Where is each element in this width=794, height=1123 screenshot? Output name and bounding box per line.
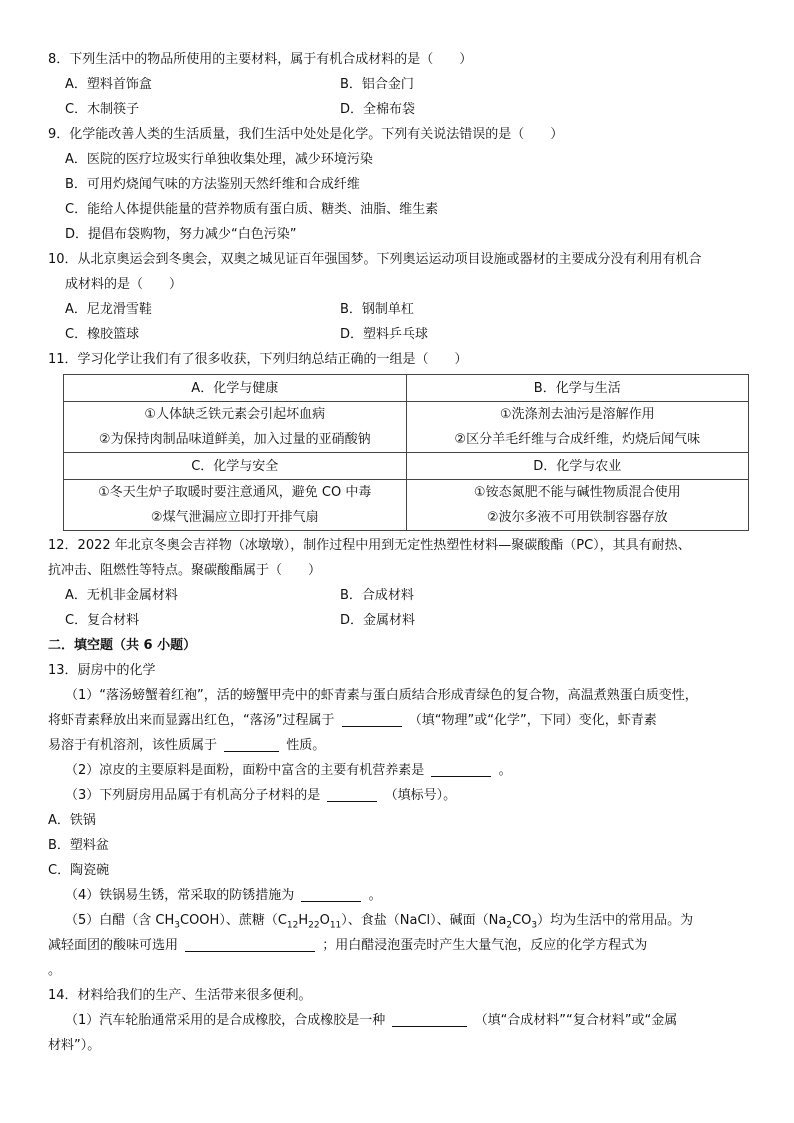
q12-option-d: D．金属材料 bbox=[340, 613, 416, 628]
q12-option-b: B．合成材料 bbox=[340, 588, 414, 603]
q13-p1-text-c: 易溶于有机溶剂，该性质属于 bbox=[48, 738, 218, 753]
q12-options-row1 bbox=[48, 583, 748, 608]
q14-p1-text-b: （填“合成材料”“复合材料”或“金属 bbox=[474, 1013, 678, 1028]
q13-p1-line2 bbox=[48, 708, 748, 733]
q11-d-item-2: ②波尔多液不可用铁制容器存放 bbox=[486, 510, 668, 525]
q13-p5-text-a: （5）白醋（含 CH bbox=[65, 913, 175, 928]
q11-cell-a-title: A．化学与健康 bbox=[64, 375, 407, 402]
q11-summary-table bbox=[63, 374, 749, 531]
q13-p3-option-b: B．塑料盆 bbox=[48, 838, 109, 853]
q12-stem-line1: 12．2022 年北京冬奥会吉祥物（冰墩墩），制作过程中用到无定性热塑性材料—聚碳酸酯（PC），其具有耐热、 bbox=[48, 538, 691, 553]
q13-p3-option-c: C．陶瓷碗 bbox=[48, 863, 110, 878]
q13-p5-line3: 。 bbox=[48, 963, 62, 978]
q10-options-row1 bbox=[48, 297, 748, 322]
q10-option-b: B．钢制单杠 bbox=[340, 302, 414, 317]
table-row bbox=[64, 402, 749, 453]
q12-options-row2 bbox=[48, 608, 748, 633]
q12-option-c: C．复合材料 bbox=[65, 613, 140, 628]
section-heading: 二．填空题（共 6 小题） bbox=[48, 638, 197, 653]
q14-p1-line1 bbox=[48, 1008, 748, 1033]
q11-b-item-2: ②区分羊毛纤维与合成纤维，灼烧后闻气味 bbox=[454, 432, 701, 447]
q8-option-c: C．木制筷子 bbox=[65, 102, 140, 117]
q13-p1-text-d: 性质。 bbox=[286, 738, 326, 753]
subscript: 22 bbox=[308, 920, 320, 931]
q10-stem-line1: 10．从北京奥运会到冬奥会，双奥之城见证百年强国梦。下列奥运运动项目设施或器材的主要成分没有利用有机合 bbox=[48, 252, 702, 267]
q13-p5-text-h: 减轻面团的酸味可选用 bbox=[48, 938, 179, 953]
q13-p3-option-a: A．铁锅 bbox=[48, 813, 96, 828]
q13-p5-text-e: ）、食盐（NaCl）、碱面（Na bbox=[341, 913, 507, 928]
answer-blank[interactable] bbox=[185, 936, 315, 952]
q13-p5-text-c: H bbox=[298, 913, 309, 928]
answer-blank[interactable] bbox=[327, 786, 377, 802]
q8-option-b: B．铝合金门 bbox=[340, 77, 414, 92]
q13-p5-text-b: COOH）、蔗糖（C bbox=[180, 913, 287, 928]
q10-option-a: A．尼龙滑雪鞋 bbox=[65, 302, 152, 317]
q11-c-item-2: ②煤气泄漏应立即打开排气扇 bbox=[150, 510, 319, 525]
answer-blank[interactable] bbox=[224, 736, 279, 752]
q11-cell-d-items bbox=[406, 480, 749, 531]
q11-a-item-1: ①人体缺乏铁元素会引起坏血病 bbox=[144, 407, 326, 422]
table-row bbox=[64, 453, 749, 480]
subscript: 2 bbox=[506, 920, 513, 931]
answer-blank[interactable] bbox=[342, 711, 402, 727]
q13-p4 bbox=[48, 883, 748, 908]
q9-option-c: C．能给人体提供能量的营养物质有蛋白质、糖类、油脂、维生素 bbox=[65, 202, 439, 217]
answer-blank[interactable] bbox=[431, 761, 491, 777]
q9-option-a: A．医院的医疗垃圾实行单独收集处理，减少环境污染 bbox=[65, 152, 373, 167]
q13-p1-line1: （1）“落汤螃蟹着红袍”，活的螃蟹甲壳中的虾青素与蛋白质结合形成青绿色的复合物，高温煮熟蛋白质变性， bbox=[65, 688, 698, 703]
answer-blank[interactable] bbox=[392, 1011, 467, 1027]
q11-cell-d-title: D．化学与农业 bbox=[406, 453, 749, 480]
q13-p2-end: 。 bbox=[498, 763, 512, 778]
q8-stem: 8．下列生活中的物品所使用的主要材料，属于有机合成材料的是（ ） bbox=[48, 52, 473, 67]
answer-blank[interactable] bbox=[301, 886, 361, 902]
q10-option-c: C．橡胶篮球 bbox=[65, 327, 140, 342]
q14-p1-text-a: （1）汽车轮胎通常采用的是合成橡胶，合成橡胶是一种 bbox=[65, 1013, 386, 1028]
q9-stem: 9．化学能改善人类的生活质量，我们生活中处处是化学。下列有关说法错误的是（ ） bbox=[48, 127, 564, 142]
q11-cell-c-title: C．化学与安全 bbox=[64, 453, 407, 480]
table-row bbox=[64, 480, 749, 531]
q13-p5-line1 bbox=[48, 908, 748, 933]
subscript: 3 bbox=[174, 920, 180, 931]
q13-p3-end: （填标号）。 bbox=[384, 788, 457, 803]
q13-p5-text-d: O bbox=[319, 913, 330, 928]
q12-stem-line2: 抗冲击、阻燃性等特点。聚碳酸酯属于（ ） bbox=[48, 563, 322, 578]
q11-cell-b-items bbox=[406, 402, 749, 453]
q13-p3-text: （3）下列厨房用品属于有机高分子材料的是 bbox=[65, 788, 321, 803]
q11-b-item-1: ①洗涤剂去油污是溶解作用 bbox=[499, 407, 655, 422]
q13-p1-text-a: 将虾青素释放出来而显露出红色，“落汤”过程属于 bbox=[48, 713, 335, 728]
q11-c-item-1: ①冬天生炉子取暖时要注意通风，避免 CO 中毒 bbox=[98, 485, 372, 500]
q10-options-row2 bbox=[48, 322, 748, 347]
q13-p2 bbox=[48, 758, 748, 783]
q9-option-b: B．可用灼烧闻气味的方法鉴别天然纤维和合成纤维 bbox=[65, 177, 360, 192]
q8-option-d: D．全棉布袋 bbox=[340, 102, 416, 117]
subscript: 11 bbox=[329, 920, 342, 931]
q11-d-item-1: ①铵态氮肥不能与碱性物质混合使用 bbox=[473, 485, 681, 500]
q13-p4-text: （4）铁锅易生锈，常采取的防锈措施为 bbox=[65, 888, 295, 903]
q10-option-d: D．塑料乒乓球 bbox=[340, 327, 429, 342]
q13-p4-end: 。 bbox=[368, 888, 382, 903]
q11-cell-c-items bbox=[64, 480, 407, 531]
q8-options-row2 bbox=[48, 97, 748, 122]
q11-cell-b-title: B．化学与生活 bbox=[406, 375, 749, 402]
q10-stem-line2: 成材料的是（ ） bbox=[65, 277, 183, 292]
table-row bbox=[64, 375, 749, 402]
q13-p2-text: （2）凉皮的主要原料是面粉，面粉中富含的主要有机营养素是 bbox=[65, 763, 425, 778]
q13-title: 13．厨房中的化学 bbox=[48, 663, 156, 678]
q9-option-d: D．提倡布袋购物，努力减少“白色污染” bbox=[65, 227, 297, 242]
q13-p5-text-f: CO bbox=[512, 913, 532, 928]
q13-p5-text-g: ）均为生活中的常用品。为 bbox=[537, 913, 694, 928]
q13-p5-text-i: ；用白醋浸泡蛋壳时产生大量气泡，反应的化学方程式为 bbox=[322, 938, 648, 953]
q13-p1-line3 bbox=[48, 733, 748, 758]
q13-p5-line2 bbox=[48, 933, 748, 958]
q12-option-a: A．无机非金属材料 bbox=[65, 588, 178, 603]
exam-page bbox=[48, 47, 748, 1058]
q13-p3 bbox=[48, 783, 748, 808]
subscript: 12 bbox=[286, 920, 299, 931]
q11-a-item-2: ②为保持肉制品味道鲜美，加入过量的亚硝酸钠 bbox=[98, 432, 371, 447]
q14-p1-line2: 材料”）。 bbox=[48, 1038, 101, 1053]
q13-p1-text-b: （填“物理”或“化学”，下同）变化，虾青素 bbox=[408, 713, 657, 728]
subscript: 3 bbox=[531, 920, 538, 931]
q11-cell-a-items bbox=[64, 402, 407, 453]
q8-option-a: A．塑料首饰盒 bbox=[65, 77, 152, 92]
q8-options-row1 bbox=[48, 72, 748, 97]
q14-stem: 14．材料给我们的生产、生活带来很多便利。 bbox=[48, 988, 312, 1003]
q11-stem: 11．学习化学让我们有了很多收获，下列归纳总结正确的一组是（ ） bbox=[48, 352, 468, 367]
